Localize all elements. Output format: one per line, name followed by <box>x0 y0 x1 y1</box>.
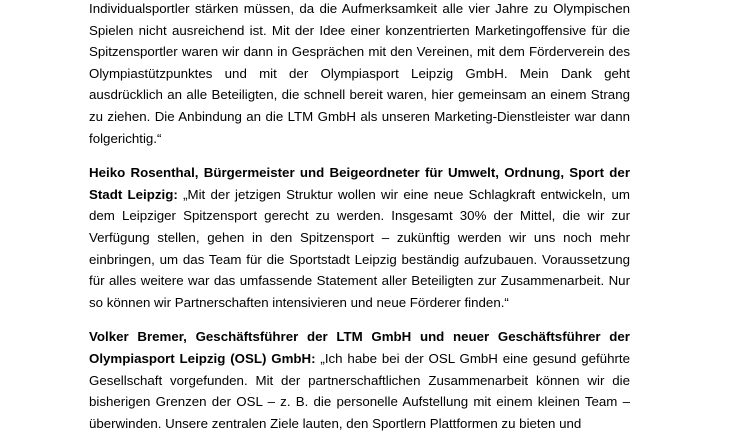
speaker-name: Heiko Rosenthal, Bürgermeister und Beigeordneter für Umwelt, Ordnung, Sport der Stadt Leipzig: <box>89 165 630 202</box>
paragraph-text: Individualsportler stärken müssen, da die Aufmerksamkeit alle vier Jahre zu Olympischen Spielen nicht ausreichend ist. Mit der Idee einer konzentrierten Marketingoffensive für die Spitzensportler waren wir dann in Gesprächen mit den Vereinen, mit dem Förderverein des Olympiastützpunktes und mit der Olympiasport Leipzig GmbH. Mein Dank geht ausdrücklich an alle Beteiligten, die schnell bereit waren, hier gemeinsam an einem Strang zu ziehen. Die Anbindung an die LTM GmbH als unseren Marketing-Dienstleister war dann folgerichtig.“ <box>89 1 630 146</box>
paragraph-text: „Mit der jetzigen Struktur wollen wir eine neue Schlagkraft entwickeln, um dem Leipziger Spitzensport gerecht zu werden. Insgesamt 30% der Mittel, die wir zur Verfügung stellen, gehen in den Spitzensport – zukünftig werden wir uns noch mehr einbringen, um das Team für die Sportstadt Leipzig beständig aufzubauen. Voraussetzung für alles weitere war das umfassende Statement aller Beteiligten zur Zusammenarbeit. Nur so können wir Partnerschaften intensivieren und neue Förderer finden.“ <box>89 186 630 310</box>
paragraph-text: „Ich habe bei der OSL GmbH eine gesund geführte Gesellschaft vorgefunden. Mit der partnerschaftlichen Zusammenarbeit können wir die bisherigen Grenzen der OSL – z. B. die personelle Aufstellung mit einem kleinen Team – überwinden. Unsere zentralen Ziele lauten, den Sportlern Plattformen zu bieten und <box>89 350 630 431</box>
paragraph-rosenthal-quote <box>89 162 630 313</box>
paragraph-intro-quote <box>89 0 630 149</box>
speaker-name: Volker Bremer, Geschäftsführer der LTM GmbH und neuer Geschäftsführer der Olympiasport Leipzig (OSL) GmbH: <box>89 329 630 366</box>
document-page <box>89 0 630 447</box>
paragraph-bremer-quote <box>89 326 630 434</box>
